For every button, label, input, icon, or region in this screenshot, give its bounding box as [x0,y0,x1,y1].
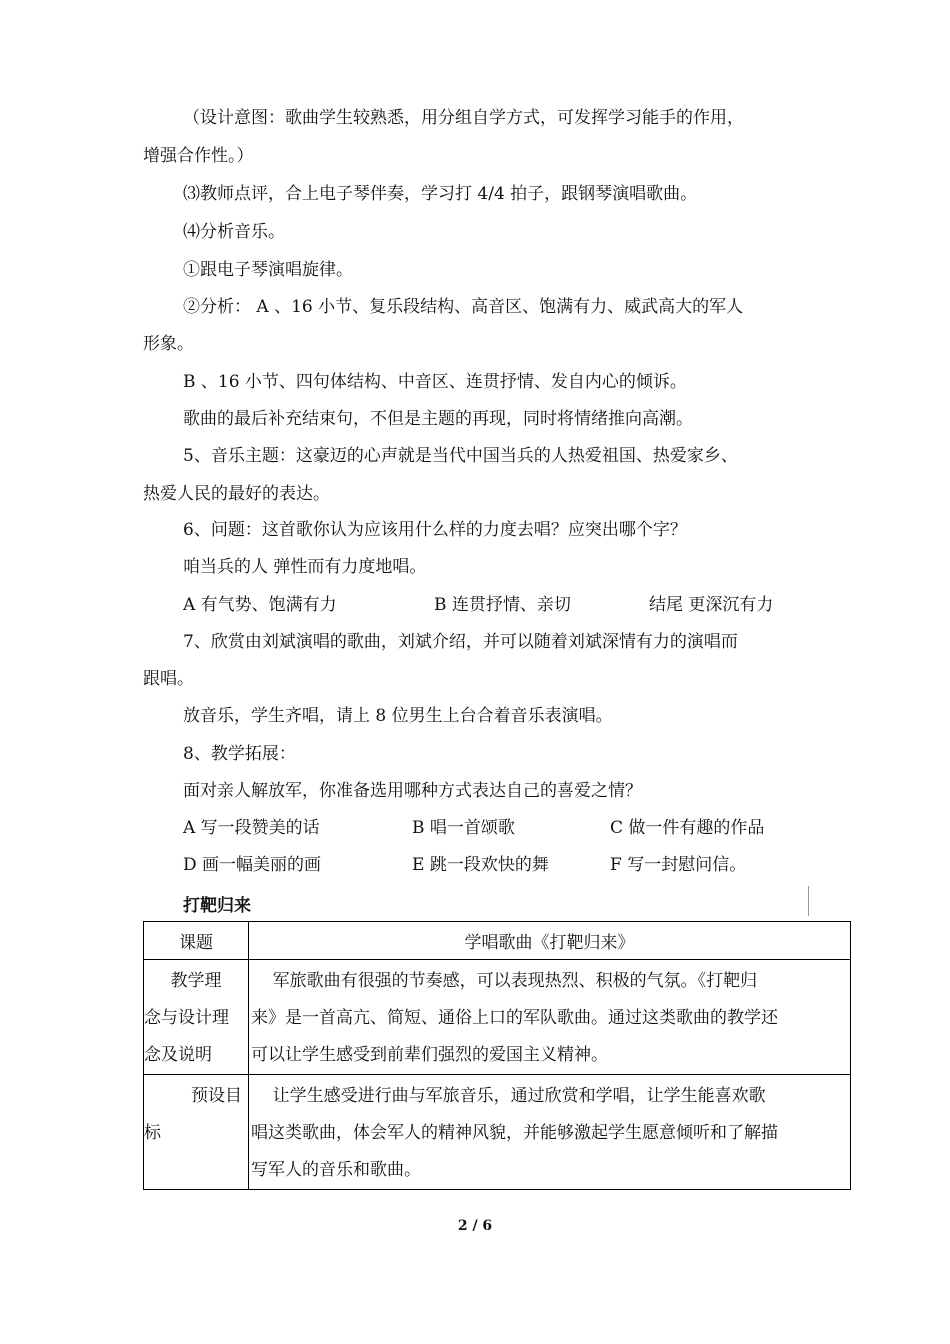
para-18: 面对亲人解放军，你准备选用哪种方式表达自己的喜爱之情？ [183,781,642,801]
para-6: ②分析： A 、16 小节、复乐段结构、高音区、饱满有力、威武高大的军人 [183,297,744,317]
option-e: E 跳一段欢快的舞 [412,855,549,875]
para-3: ⑶教师点评，合上电子琴伴奏，学习打 4/4 拍子，跟钢琴演唱歌曲。 [183,184,698,204]
table-row [144,960,851,1075]
para-10: 5、音乐主题：这豪迈的心声就是当代中国当兵的人热爱祖国、热爱家乡、 [183,446,738,466]
concept-value-line-3: 可以让学生感受到前辈们强烈的爱国主义精神。 [251,1045,608,1065]
concept-value-line-1: 军旅歌曲有很强的节奏感，可以表现热烈、积极的气氛。《打靶归 [251,971,758,991]
goal-label-line-1: 预设目 [191,1086,242,1106]
section-heading: 打靶归来 [183,896,251,916]
para-7: 形象。 [143,334,194,354]
option-f: F 写一封慰问信。 [610,855,747,875]
para-13: 咱当兵的人 弹性而有力度地唱。 [183,557,427,577]
para-9: 歌曲的最后补充结束句，不但是主题的再现，同时将情绪推向高潮。 [183,409,693,429]
option-b: B 唱一首颂歌 [412,818,515,838]
para-14: 7、欣赏由刘斌演唱的歌曲，刘斌介绍，并可以随着刘斌深情有力的演唱而 [183,632,738,652]
topic-value [249,922,851,960]
para-1: （设计意图：歌曲学生较熟悉，用分组自学方式，可发挥学习能手的作用， [183,108,744,128]
dynamics-c: 结尾 更深沉有力 [649,595,774,615]
goal-label [144,1075,249,1190]
para-2: 增强合作性。） [143,146,254,166]
table-row [144,1075,851,1190]
dynamics-b: B 连贯抒情、亲切 [434,595,571,615]
dynamics-a: A 有气势、饱满有力 [183,595,337,615]
page-number: 2 / 6 [457,1218,493,1234]
goal-value-line-1: 让学生感受进行曲与军旅音乐，通过欣赏和学唱，让学生能喜欢歌 [251,1086,766,1106]
para-12: 6、问题：这首歌你认为应该用什么样的力度去唱？应突出哪个字？ [183,520,687,540]
option-c: C 做一件有趣的作品 [610,818,765,838]
option-d: D 画一幅美丽的画 [183,855,322,875]
para-8: B 、16 小节、四句体结构、中音区、连贯抒情、发自内心的倾诉。 [183,372,687,392]
para-15: 跟唱。 [143,669,194,689]
goal-value [249,1075,851,1190]
concept-value [249,960,851,1075]
goal-value-line-3: 写军人的音乐和歌曲。 [251,1160,421,1180]
para-17: 8、教学拓展： [183,744,296,764]
divider [808,886,809,916]
lesson-table [143,921,851,1190]
goal-value-line-2: 唱这类歌曲，体会军人的精神风貌，并能够激起学生愿意倾听和了解描 [251,1123,778,1143]
topic-value-text: 学唱歌曲《打靶归来》 [464,933,635,953]
para-16: 放音乐，学生齐唱，请上 8 位男生上台合着音乐表演唱。 [183,706,613,726]
para-11: 热爱人民的最好的表达。 [143,484,330,504]
para-5: ①跟电子琴演唱旋律。 [183,260,353,280]
table-row [144,922,851,960]
concept-label [144,960,249,1075]
option-a: A 写一段赞美的话 [183,818,320,838]
goal-label-line-2: 标 [144,1123,161,1143]
para-4: ⑷分析音乐。 [183,222,285,242]
topic-label-text: 课题 [179,933,213,953]
concept-label-line-2: 念与设计理 [144,1008,229,1028]
concept-label-line-1: 教学理 [170,971,222,991]
concept-label-line-3: 念及说明 [144,1045,212,1065]
concept-value-line-2: 来》是一首高亢、简短、通俗上口的军队歌曲。通过这类歌曲的教学还 [251,1008,778,1028]
topic-label [144,922,249,960]
